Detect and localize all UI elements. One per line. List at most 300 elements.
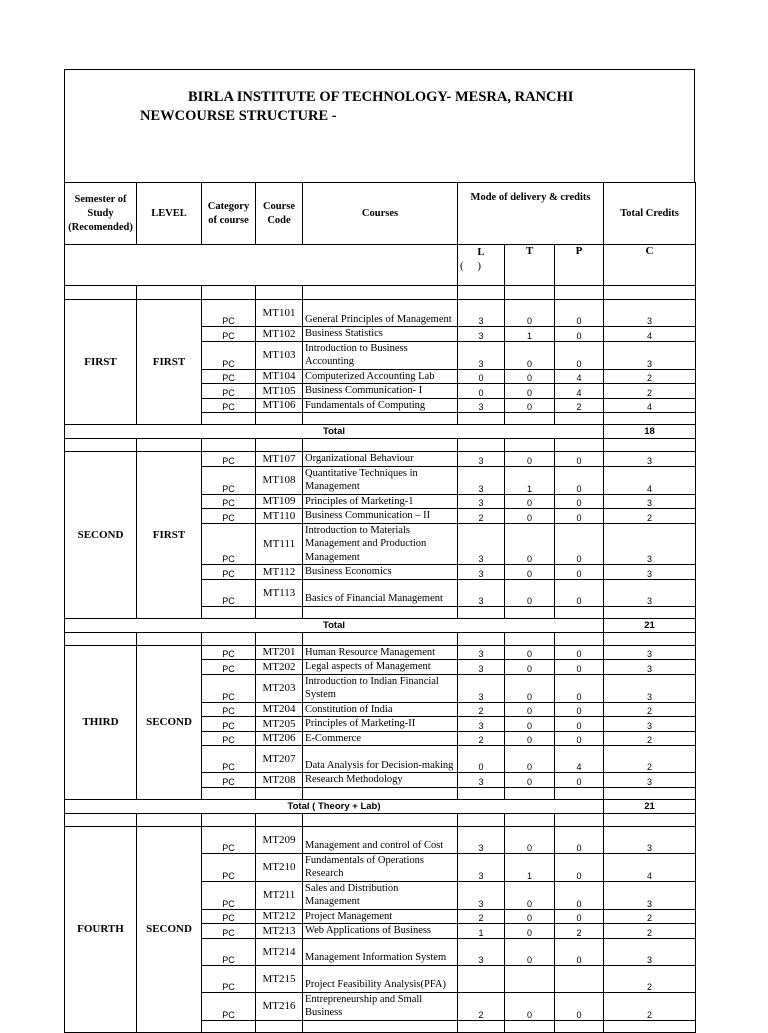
header-row [65, 183, 696, 245]
course-name-cell: Basics of Financial Management [303, 579, 458, 606]
course-name-cell: Human Resource Management [303, 645, 458, 660]
course-name-cell: Project Feasibility Analysis(PFA) [303, 965, 458, 992]
tutorial-credit-cell: 0 [505, 881, 555, 909]
semester-column-header: Semester of Study (Recomended) [65, 183, 137, 245]
spacer-cell [604, 286, 696, 300]
tutorial-credit-cell: 0 [505, 992, 555, 1020]
spacer-cell [303, 787, 458, 799]
lecture-credit-cell: 3 [458, 452, 505, 467]
course-name-cell: Legal aspects of Management [303, 660, 458, 675]
spacer-cell [303, 1020, 458, 1032]
category-cell: PC [202, 384, 256, 399]
semester-cell: SECOND [65, 452, 137, 619]
total-credit-cell: 3 [604, 773, 696, 788]
spacer-cell [256, 413, 303, 425]
course-code-cell: MT208 [256, 773, 303, 788]
spacer-cell [555, 632, 604, 645]
total-value: 21 [604, 618, 696, 632]
practical-credit-cell: 0 [555, 674, 604, 702]
spacer-cell [505, 606, 555, 618]
tutorial-credit-cell: 0 [505, 452, 555, 467]
course-code-cell: MT209 [256, 826, 303, 853]
total-credit-cell: 3 [604, 579, 696, 606]
spacer-cell [303, 286, 458, 300]
spacer-cell [604, 439, 696, 452]
course-name-cell: Business Communication – II [303, 509, 458, 524]
spacer-cell [202, 787, 256, 799]
course-code-cell: MT212 [256, 909, 303, 924]
lecture-credit-cell: 3 [458, 565, 505, 580]
category-cell: PC [202, 674, 256, 702]
total-credit-cell: 2 [604, 924, 696, 939]
category-cell: PC [202, 327, 256, 342]
course-row [65, 826, 696, 853]
spacer-row [65, 813, 696, 826]
tutorial-credit-cell: 0 [505, 746, 555, 773]
category-cell: PC [202, 341, 256, 369]
tutorial-credit-cell: 0 [505, 731, 555, 746]
lecture-credit-cell: 2 [458, 702, 505, 717]
course-code-cell: MT206 [256, 731, 303, 746]
tutorial-credit-cell: 0 [505, 341, 555, 369]
practical-credit-cell: 0 [555, 645, 604, 660]
course-row [65, 645, 696, 660]
total-credit-cell: 3 [604, 645, 696, 660]
category-cell: PC [202, 965, 256, 992]
spacer-cell [202, 632, 256, 645]
spacer-cell [202, 1020, 256, 1032]
spacer-cell [303, 606, 458, 618]
course-name-cell: Fundamentals of Operations Research [303, 853, 458, 881]
total-credit-cell: 3 [604, 674, 696, 702]
course-name-cell: Data Analysis for Decision-making [303, 746, 458, 773]
category-cell: PC [202, 938, 256, 965]
course-structure-document [64, 69, 695, 1033]
practical-credit-cell: 4 [555, 746, 604, 773]
course-name-cell: Management Information System [303, 938, 458, 965]
course-name-cell: Web Applications of Business [303, 924, 458, 939]
category-cell: PC [202, 369, 256, 384]
category-cell: PC [202, 826, 256, 853]
spacer-cell [256, 813, 303, 826]
course-code-cell: MT216 [256, 992, 303, 1020]
spacer-cell [256, 1020, 303, 1032]
lecture-credit-cell: 3 [458, 773, 505, 788]
spacer-cell [65, 632, 137, 645]
l-subheader [458, 245, 505, 286]
structure-subtitle: NEWCOURSE STRUCTURE - [140, 108, 337, 124]
title-box [64, 69, 695, 182]
course-name-cell: Fundamentals of Computing [303, 398, 458, 413]
spacer-cell [256, 439, 303, 452]
p-subheader: P [555, 245, 604, 286]
tutorial-credit-cell: 0 [505, 717, 555, 732]
course-code-cell: MT203 [256, 674, 303, 702]
spacer-cell [604, 1020, 696, 1032]
lecture-credit-cell: 0 [458, 384, 505, 399]
course-table [64, 182, 696, 1033]
total-credit-cell: 4 [604, 398, 696, 413]
category-cell: PC [202, 523, 256, 565]
course-name-cell: Quantitative Techniques in Management [303, 466, 458, 494]
total-credit-cell: 2 [604, 702, 696, 717]
course-code-cell: MT104 [256, 369, 303, 384]
course-row [65, 452, 696, 467]
practical-credit-cell: 2 [555, 924, 604, 939]
category-cell: PC [202, 565, 256, 580]
tutorial-credit-cell [505, 965, 555, 992]
tutorial-credit-cell: 0 [505, 300, 555, 327]
course-code-cell: MT213 [256, 924, 303, 939]
course-name-cell: E-Commerce [303, 731, 458, 746]
course-name-cell: Business Statistics [303, 327, 458, 342]
category-cell: PC [202, 660, 256, 675]
institute-title: BIRLA INSTITUTE OF TECHNOLOGY- MESRA, RANCHI [188, 89, 574, 105]
semester-total-row [65, 425, 696, 439]
category-cell: PC [202, 645, 256, 660]
tutorial-credit-cell: 1 [505, 327, 555, 342]
course-code-cell: MT113 [256, 579, 303, 606]
total-credit-cell: 3 [604, 494, 696, 509]
tutorial-credit-cell: 0 [505, 494, 555, 509]
total-credit-cell: 3 [604, 660, 696, 675]
course-name-cell: Computerized Accounting Lab [303, 369, 458, 384]
total-credit-cell: 4 [604, 853, 696, 881]
lecture-credit-cell: 3 [458, 398, 505, 413]
c-subheader: C [604, 245, 696, 286]
course-name-cell: Project Management [303, 909, 458, 924]
spacer-cell [202, 439, 256, 452]
category-cell: PC [202, 746, 256, 773]
practical-credit-cell: 0 [555, 523, 604, 565]
total-label: Total ( Theory + Lab) [65, 799, 604, 813]
tutorial-credit-cell: 0 [505, 369, 555, 384]
total-credit-cell: 2 [604, 509, 696, 524]
level-cell: SECOND [137, 826, 202, 1032]
total-credit-cell: 3 [604, 523, 696, 565]
course-code-cell: MT103 [256, 341, 303, 369]
lecture-credit-cell: 3 [458, 327, 505, 342]
category-cell: PC [202, 992, 256, 1020]
spacer-cell [555, 813, 604, 826]
spacer-cell [555, 439, 604, 452]
courses-column-header: Courses [303, 183, 458, 245]
course-name-cell: Organizational Behaviour [303, 452, 458, 467]
category-cell: PC [202, 731, 256, 746]
level-cell: FIRST [137, 452, 202, 619]
spacer-row [65, 439, 696, 452]
spacer-cell [202, 813, 256, 826]
semester-cell: FIRST [65, 300, 137, 425]
code-column-header: Course Code [256, 183, 303, 245]
practical-credit-cell: 0 [555, 341, 604, 369]
level-column-header: LEVEL [137, 183, 202, 245]
lecture-credit-cell: 3 [458, 938, 505, 965]
total-credit-cell: 3 [604, 341, 696, 369]
lecture-credit-cell: 2 [458, 992, 505, 1020]
total-credit-cell: 2 [604, 746, 696, 773]
tutorial-credit-cell: 0 [505, 645, 555, 660]
spacer-cell [202, 413, 256, 425]
category-column-header: Category of course [202, 183, 256, 245]
lecture-credit-cell: 3 [458, 660, 505, 675]
course-name-cell: Introduction to Indian Financial System [303, 674, 458, 702]
spacer-cell [303, 632, 458, 645]
spacer-cell [65, 286, 137, 300]
course-name-cell: Introduction to Materials Management and Production Management [303, 523, 458, 565]
category-cell: PC [202, 853, 256, 881]
lecture-credit-cell: 3 [458, 881, 505, 909]
spacer-cell [555, 286, 604, 300]
course-code-cell: MT215 [256, 965, 303, 992]
tutorial-credit-cell: 0 [505, 924, 555, 939]
course-code-cell: MT110 [256, 509, 303, 524]
spacer-cell [458, 813, 505, 826]
category-cell: PC [202, 466, 256, 494]
total-column-header: Total Credits [604, 183, 696, 245]
semester-total-row [65, 799, 696, 813]
spacer-cell [555, 606, 604, 618]
practical-credit-cell: 2 [555, 398, 604, 413]
total-credit-cell: 3 [604, 881, 696, 909]
practical-credit-cell: 0 [555, 909, 604, 924]
spacer-cell [505, 439, 555, 452]
spacer-cell [604, 813, 696, 826]
total-credit-cell: 3 [604, 717, 696, 732]
lecture-credit-cell: 2 [458, 731, 505, 746]
spacer-cell [303, 439, 458, 452]
lecture-credit-cell: 3 [458, 466, 505, 494]
tutorial-credit-cell: 0 [505, 938, 555, 965]
lecture-credit-cell: 3 [458, 300, 505, 327]
spacer-cell [505, 413, 555, 425]
lecture-credit-cell: 3 [458, 579, 505, 606]
subheader-blank [65, 245, 458, 286]
total-credit-cell: 3 [604, 826, 696, 853]
total-credit-cell: 2 [604, 965, 696, 992]
practical-credit-cell: 0 [555, 717, 604, 732]
spacer-cell [505, 787, 555, 799]
practical-credit-cell: 0 [555, 702, 604, 717]
spacer-cell [256, 606, 303, 618]
spacer-cell [458, 1020, 505, 1032]
semester-total-row [65, 618, 696, 632]
spacer-cell [303, 413, 458, 425]
total-label: Total [65, 425, 604, 439]
category-cell: PC [202, 494, 256, 509]
tutorial-credit-cell: 0 [505, 565, 555, 580]
course-row [65, 300, 696, 327]
course-code-cell: MT108 [256, 466, 303, 494]
spacer-cell [458, 606, 505, 618]
lecture-credit-cell: 2 [458, 509, 505, 524]
spacer-cell [137, 439, 202, 452]
spacer-cell [458, 439, 505, 452]
practical-credit-cell: 0 [555, 565, 604, 580]
category-cell: PC [202, 773, 256, 788]
practical-credit-cell: 4 [555, 384, 604, 399]
practical-credit-cell: 0 [555, 660, 604, 675]
course-name-cell: Introduction to Business Accounting [303, 341, 458, 369]
course-name-cell: Principles of Marketing-II [303, 717, 458, 732]
spacer-cell [604, 787, 696, 799]
total-credit-cell: 2 [604, 992, 696, 1020]
lecture-credit-cell: 1 [458, 924, 505, 939]
lecture-credit-cell: 3 [458, 674, 505, 702]
course-code-cell: MT205 [256, 717, 303, 732]
spacer-cell [256, 286, 303, 300]
total-credit-cell: 3 [604, 938, 696, 965]
credit-subheader-row [65, 245, 696, 286]
total-credit-cell: 2 [604, 909, 696, 924]
course-code-cell: MT105 [256, 384, 303, 399]
spacer-cell [505, 813, 555, 826]
spacer-cell [458, 787, 505, 799]
semester-cell: THIRD [65, 645, 137, 799]
tutorial-credit-cell: 0 [505, 523, 555, 565]
course-name-cell: Research Methodology [303, 773, 458, 788]
t-subheader: T [505, 245, 555, 286]
course-name-cell: General Principles of Management [303, 300, 458, 327]
spacer-cell [256, 787, 303, 799]
practical-credit-cell: 0 [555, 509, 604, 524]
spacer-cell [555, 1020, 604, 1032]
total-value: 21 [604, 799, 696, 813]
lecture-credit-cell: 0 [458, 369, 505, 384]
category-cell: PC [202, 717, 256, 732]
course-name-cell: Business Communication- I [303, 384, 458, 399]
course-code-cell: MT109 [256, 494, 303, 509]
practical-credit-cell: 0 [555, 300, 604, 327]
practical-credit-cell: 0 [555, 773, 604, 788]
category-cell: PC [202, 398, 256, 413]
course-code-cell: MT111 [256, 523, 303, 565]
course-name-cell: Constitution of India [303, 702, 458, 717]
practical-credit-cell: 0 [555, 494, 604, 509]
tutorial-credit-cell: 0 [505, 384, 555, 399]
tutorial-credit-cell: 0 [505, 702, 555, 717]
spacer-cell [458, 632, 505, 645]
practical-credit-cell: 0 [555, 466, 604, 494]
total-credit-cell: 3 [604, 565, 696, 580]
lecture-credit-cell: 3 [458, 826, 505, 853]
course-code-cell: MT106 [256, 398, 303, 413]
tutorial-credit-cell: 0 [505, 398, 555, 413]
lecture-credit-cell: 3 [458, 341, 505, 369]
tutorial-credit-cell: 0 [505, 579, 555, 606]
lecture-credit-cell: 3 [458, 494, 505, 509]
semester-cell: FOURTH [65, 826, 137, 1032]
spacer-cell [458, 413, 505, 425]
spacer-cell [505, 632, 555, 645]
spacer-cell [65, 813, 137, 826]
category-cell: PC [202, 579, 256, 606]
spacer-cell [137, 632, 202, 645]
spacer-cell [137, 286, 202, 300]
course-code-cell: MT204 [256, 702, 303, 717]
lecture-credit-cell: 3 [458, 645, 505, 660]
total-credit-cell: 4 [604, 466, 696, 494]
course-code-cell: MT210 [256, 853, 303, 881]
course-name-cell: Principles of Marketing-1 [303, 494, 458, 509]
total-label: Total [65, 618, 604, 632]
tutorial-credit-cell: 0 [505, 773, 555, 788]
practical-credit-cell [555, 965, 604, 992]
practical-credit-cell: 0 [555, 452, 604, 467]
course-code-cell: MT211 [256, 881, 303, 909]
spacer-cell [303, 813, 458, 826]
course-code-cell: MT201 [256, 645, 303, 660]
total-credit-cell: 2 [604, 731, 696, 746]
lecture-credit-cell: 3 [458, 717, 505, 732]
practical-credit-cell: 0 [555, 881, 604, 909]
tutorial-credit-cell: 0 [505, 674, 555, 702]
practical-credit-cell: 0 [555, 992, 604, 1020]
lecture-credit-cell [458, 965, 505, 992]
tutorial-credit-cell: 0 [505, 660, 555, 675]
course-code-cell: MT101 [256, 300, 303, 327]
tutorial-credit-cell: 0 [505, 826, 555, 853]
spacer-row [65, 632, 696, 645]
level-cell: SECOND [137, 645, 202, 799]
spacer-cell [137, 813, 202, 826]
total-credit-cell: 3 [604, 452, 696, 467]
tutorial-credit-cell: 0 [505, 509, 555, 524]
category-cell: PC [202, 509, 256, 524]
category-cell: PC [202, 909, 256, 924]
practical-credit-cell: 4 [555, 369, 604, 384]
tutorial-credit-cell: 1 [505, 466, 555, 494]
practical-credit-cell: 0 [555, 327, 604, 342]
tutorial-credit-cell: 0 [505, 909, 555, 924]
course-code-cell: MT112 [256, 565, 303, 580]
lecture-credit-cell: 3 [458, 523, 505, 565]
l-paren: ( ) [460, 260, 482, 272]
tutorial-credit-cell: 1 [505, 853, 555, 881]
spacer-cell [505, 286, 555, 300]
course-code-cell: MT214 [256, 938, 303, 965]
lecture-credit-cell: 2 [458, 909, 505, 924]
spacer-cell [202, 286, 256, 300]
category-cell: PC [202, 452, 256, 467]
course-code-cell: MT102 [256, 327, 303, 342]
total-credit-cell: 2 [604, 384, 696, 399]
spacer-cell [202, 606, 256, 618]
category-cell: PC [202, 300, 256, 327]
practical-credit-cell: 0 [555, 826, 604, 853]
practical-credit-cell: 0 [555, 731, 604, 746]
spacer-cell [505, 1020, 555, 1032]
spacer-cell [65, 439, 137, 452]
course-name-cell: Management and control of Cost [303, 826, 458, 853]
practical-credit-cell: 0 [555, 579, 604, 606]
mode-column-header: Mode of delivery & credits [458, 183, 604, 245]
spacer-cell [458, 286, 505, 300]
total-value: 18 [604, 425, 696, 439]
spacer-cell [604, 632, 696, 645]
spacer-cell [604, 606, 696, 618]
spacer-cell [256, 632, 303, 645]
course-name-cell: Business Economics [303, 565, 458, 580]
category-cell: PC [202, 924, 256, 939]
practical-credit-cell: 0 [555, 853, 604, 881]
course-name-cell: Sales and Distribution Management [303, 881, 458, 909]
l-label: L [477, 246, 485, 258]
category-cell: PC [202, 702, 256, 717]
spacer-cell [555, 413, 604, 425]
total-credit-cell: 2 [604, 369, 696, 384]
lecture-credit-cell: 3 [458, 853, 505, 881]
